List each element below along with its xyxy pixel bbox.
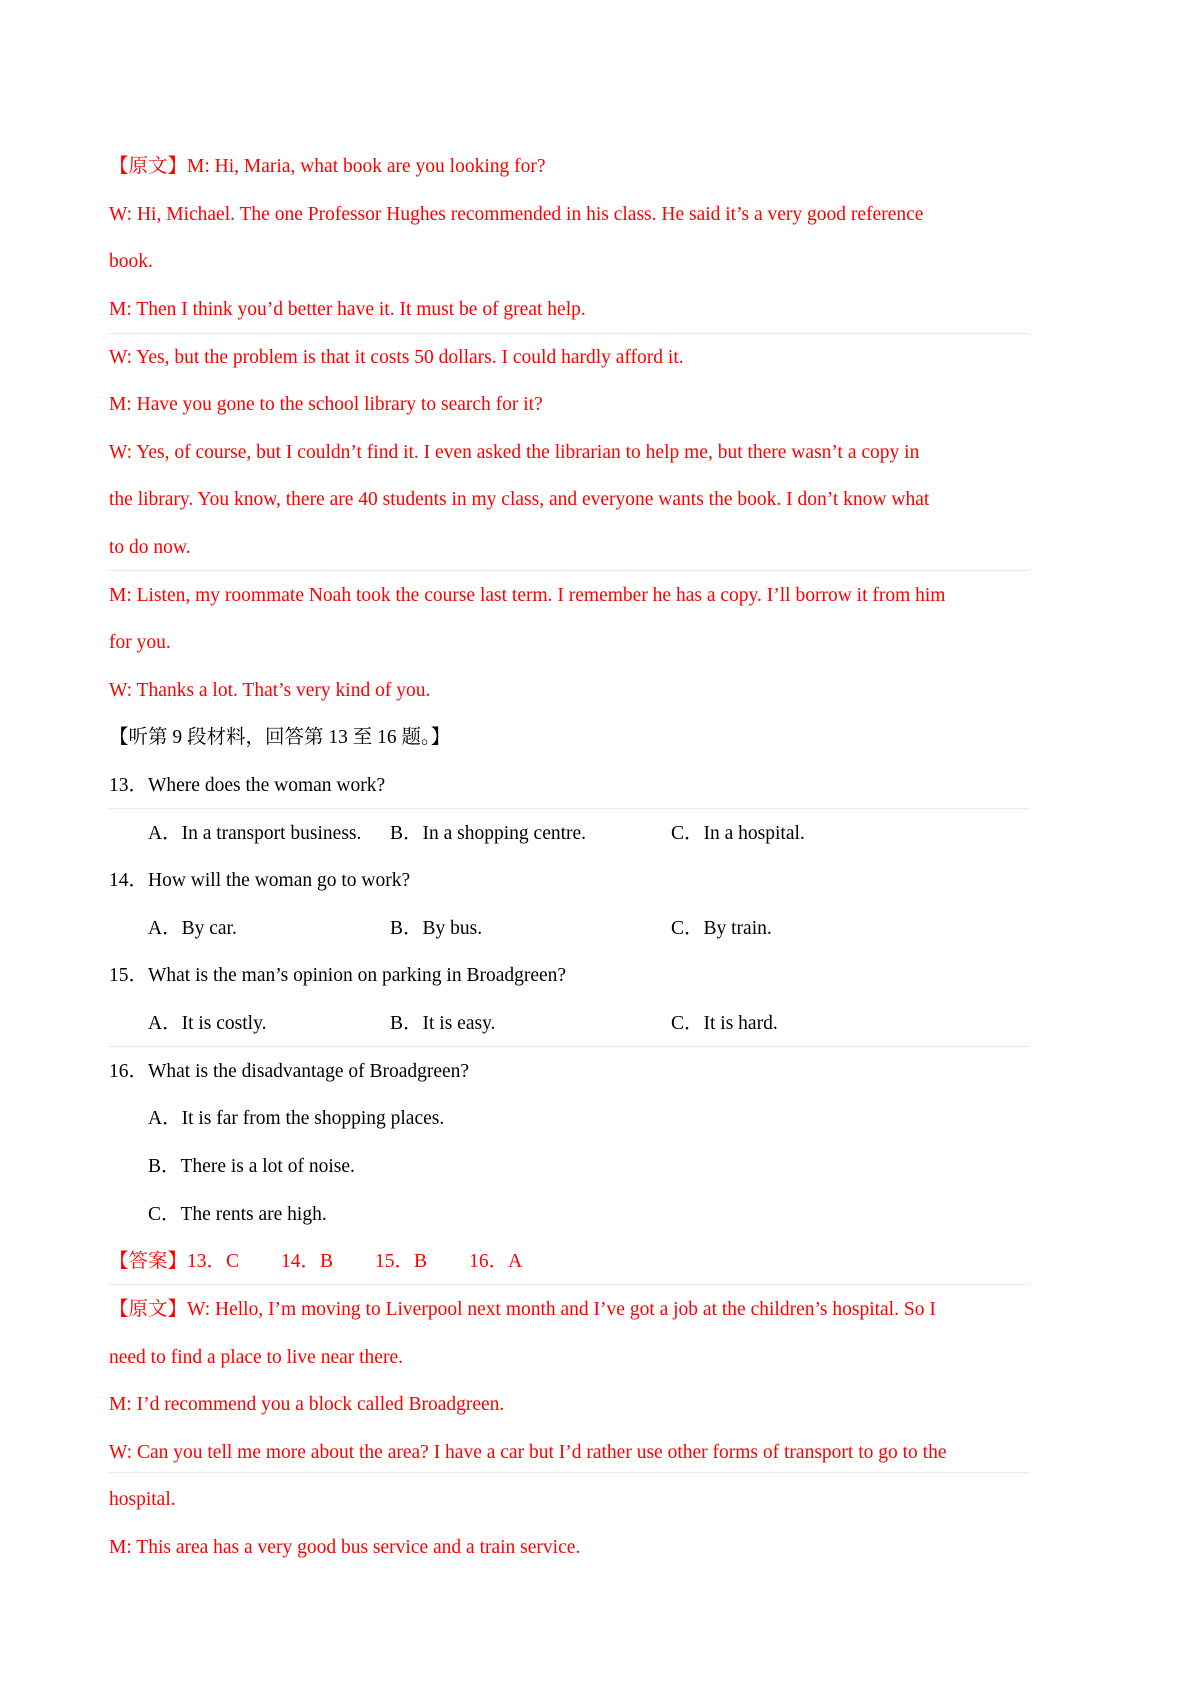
option-a: A．By car. xyxy=(148,918,237,939)
transcript-line: need to find a place to live near there. xyxy=(109,1347,403,1368)
transcript-line: M: I’d recommend you a block called Broadgreen. xyxy=(109,1394,505,1415)
option-a: A．In a transport business. xyxy=(148,823,362,844)
transcript-line: M: Listen, my roommate Noah took the course last term. I remember he has a copy. I’ll borrow it from him xyxy=(109,585,946,606)
option-c: C．The rents are high. xyxy=(148,1204,327,1225)
option-a: A．It is far from the shopping places. xyxy=(148,1108,445,1129)
transcript-line: M: This area has a very good bus service and a train service. xyxy=(109,1537,581,1558)
option-a: A．It is costly. xyxy=(148,1013,267,1034)
transcript-line: M: Then I think you’d better have it. It must be of great help. xyxy=(109,299,586,320)
transcript-tag: 【原文】 xyxy=(109,1299,188,1320)
divider xyxy=(109,1284,1029,1285)
answer-item: 16．A xyxy=(469,1251,523,1272)
answer-item: 15．B xyxy=(375,1251,428,1272)
transcript-line: to do now. xyxy=(109,537,191,558)
question-stem: 13．Where does the woman work? xyxy=(109,775,386,796)
answer-tag: 【答案】 xyxy=(109,1251,188,1272)
transcript-line xyxy=(109,154,546,180)
transcript-line: W: Can you tell me more about the area? I have a car but I’d rather use other forms of transport to go to the xyxy=(109,1442,947,1463)
transcript-text: M: Hi, Maria, what book are you looking for? xyxy=(187,156,546,177)
transcript-tag: 【原文】 xyxy=(109,156,188,177)
option-c: C．By train. xyxy=(671,918,772,939)
option-c: C．It is hard. xyxy=(671,1013,778,1034)
question-stem: 15．What is the man’s opinion on parking in Broadgreen? xyxy=(109,965,567,986)
option-b: B．By bus. xyxy=(390,918,483,939)
answer-key xyxy=(109,1249,522,1275)
answer-item: 14．B xyxy=(281,1251,334,1272)
transcript-line: W: Yes, but the problem is that it costs 50 dollars. I could hardly afford it. xyxy=(109,347,684,368)
question-stem: 14．How will the woman go to work? xyxy=(109,870,411,891)
transcript-line: W: Hi, Michael. The one Professor Hughes recommended in his class. He said it’s a very good reference xyxy=(109,204,924,225)
transcript-line: the library. You know, there are 40 students in my class, and everyone wants the book. I don’t know what xyxy=(109,489,930,510)
option-b: B．In a shopping centre. xyxy=(390,823,587,844)
divider xyxy=(109,1046,1029,1047)
transcript-line: W: Thanks a lot. That’s very kind of you. xyxy=(109,680,431,701)
transcript-line: book. xyxy=(109,251,153,272)
divider xyxy=(109,1472,1029,1473)
section-header: 【听第 9 段材料，回答第 13 至 16 题。】 xyxy=(109,727,451,748)
transcript-line: hospital. xyxy=(109,1489,176,1510)
transcript-text: W: Hello, I’m moving to Liverpool next month and I’ve got a job at the children’s hospital. So I xyxy=(187,1299,936,1320)
option-c: C．In a hospital. xyxy=(671,823,805,844)
divider xyxy=(109,333,1029,334)
transcript-line: for you. xyxy=(109,632,171,653)
divider xyxy=(109,808,1029,809)
option-b: B．There is a lot of noise. xyxy=(148,1156,355,1177)
answer-item: 13．C xyxy=(187,1251,240,1272)
divider xyxy=(109,570,1029,571)
option-b: B．It is easy. xyxy=(390,1013,496,1034)
transcript-line: W: Yes, of course, but I couldn’t find it. I even asked the librarian to help me, but there wasn’t a copy in xyxy=(109,442,920,463)
transcript-line xyxy=(109,1297,936,1323)
transcript-line: M: Have you gone to the school library to search for it? xyxy=(109,394,543,415)
question-stem: 16．What is the disadvantage of Broadgreen? xyxy=(109,1061,470,1082)
